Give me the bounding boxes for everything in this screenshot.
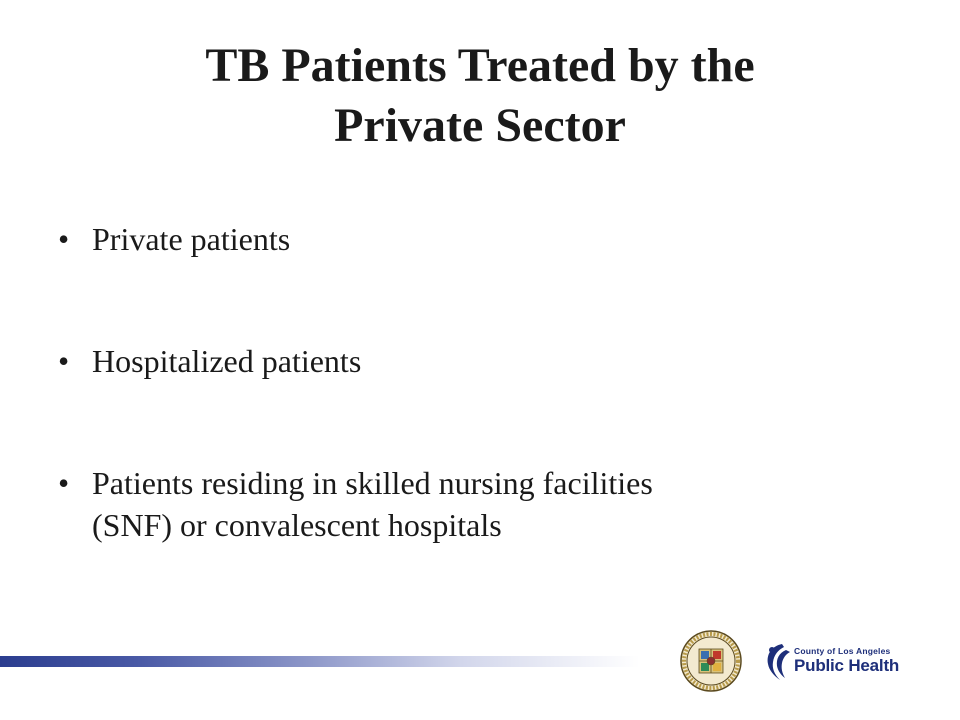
bullet-text-line-1: Patients residing in skilled nursing facilities — [92, 465, 653, 501]
bullet-list — [58, 218, 878, 546]
public-health-logo-icon — [762, 642, 792, 682]
bullet-text: Hospitalized patients — [92, 343, 362, 379]
bullet-item-hospitalized-patients — [58, 340, 878, 382]
title-line-2: Private Sector — [334, 99, 626, 152]
bullet-item-private-patients — [58, 218, 878, 260]
bullet-dot-icon: • — [58, 465, 70, 501]
bullet-text: Private patients — [92, 221, 291, 257]
bullet-text-line-2: (SNF) or convalescent hospitals — [92, 507, 502, 543]
footer-gradient-bar — [0, 656, 640, 667]
bullet-dot-icon: • — [58, 221, 70, 257]
page-title — [60, 36, 900, 156]
public-health-logo — [762, 642, 902, 684]
logo-county-text: County of Los Angeles — [794, 646, 891, 656]
logo-public-health-text: Public Health — [794, 656, 900, 675]
county-seal-icon — [680, 630, 742, 692]
title-line-1: TB Patients Treated by the — [205, 39, 755, 92]
bullet-dot-icon: • — [58, 343, 70, 379]
bullet-item-snf-patients — [58, 462, 878, 546]
